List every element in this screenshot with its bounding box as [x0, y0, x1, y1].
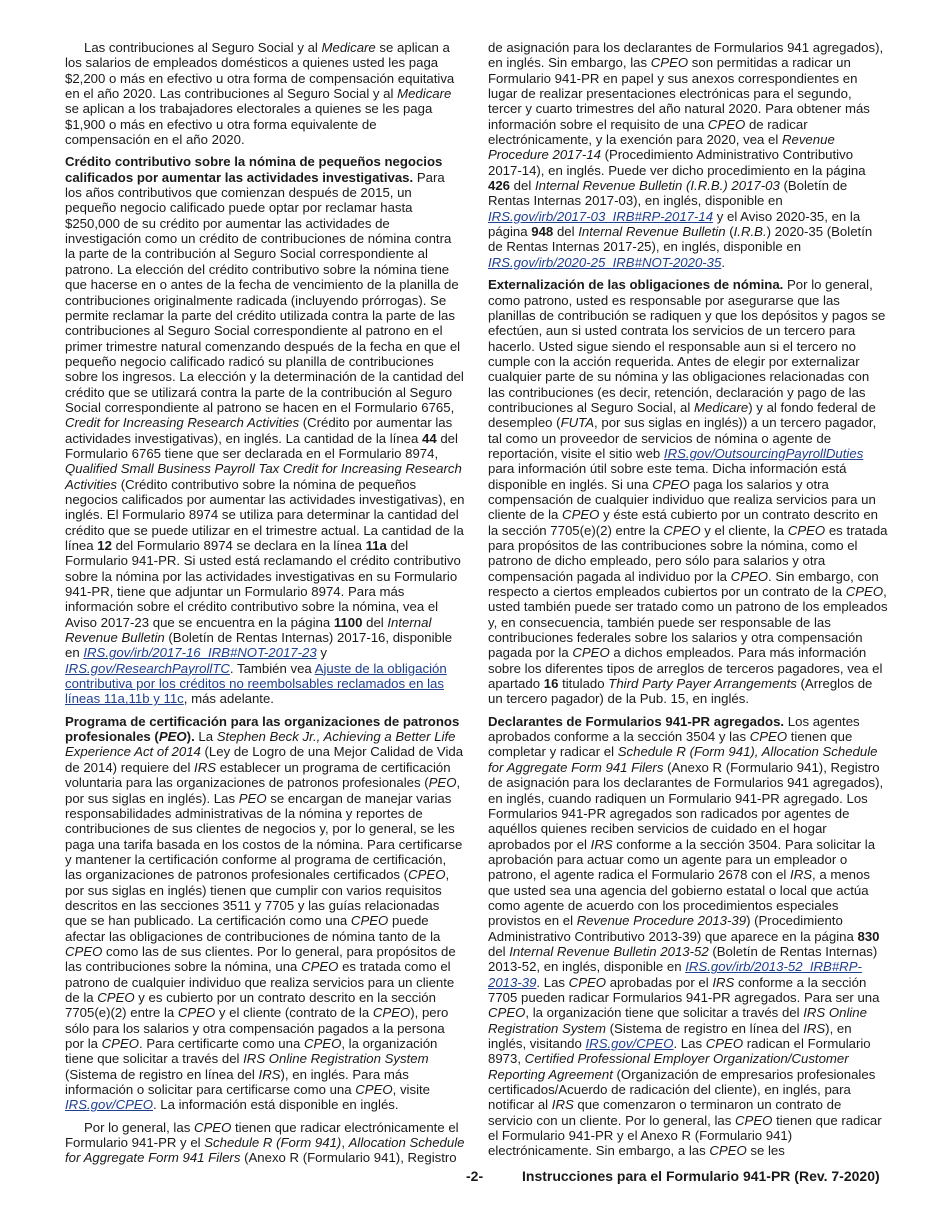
italic-text: Third Party Payer Arrangements [608, 676, 797, 692]
text-run: ), en inglés, visitando [488, 1020, 852, 1051]
page-number: -2- [466, 1168, 484, 1184]
text-run: de radicar electrónicamente, y la exención para 2020, vea el [488, 116, 808, 148]
bold-text: 11a [365, 538, 387, 553]
paragraph [488, 714, 888, 1159]
text-run: que comenzaron o terminaron un contrato de servicio con un cliente. Por lo general, las [488, 1097, 842, 1128]
italic-text: CPEO [303, 1036, 342, 1051]
text-run: , a menos que usted sea una agencia del gobierno estatal o local que actúa como agente de acuerdo con los procedimientos especiales provistos en el [488, 867, 870, 929]
bold-text: 12 [97, 538, 112, 553]
italic-text: CPEO [652, 476, 690, 492]
paragraph [65, 154, 465, 706]
bold-text: 426 [488, 178, 511, 194]
text-run: es tratada como el patrono de cualquier individuo que realiza servicios para un cliente de la [65, 959, 455, 1005]
text-run: se encargan de manejar varias responsabilidades administrativas de la nómina y reportes de contribuciones de sus clientes de negocios y, por lo general, se les paga una tarifa basada en los costos de la nómina. Para certificarse y mantener la certificación conforme al programa de certificación, las organizaciones de patronos profesionales certificados ( [65, 790, 463, 883]
bold-text: Externalización de las obligaciones de nómina. [488, 277, 784, 293]
text-run: ) 2020-35 (Boletín de Rentas Internas 2017-25), en inglés, disponible en [488, 224, 873, 255]
italic-text: IRS [712, 974, 735, 990]
text-run: tienen que radicar electrónicamente el Formulario 941-PR y el [65, 1119, 459, 1151]
italic-text: IRS [258, 1066, 281, 1082]
italic-text: IRS Online Registration System [488, 1005, 867, 1036]
text-run: a dichos empleados. Para más información sobre los diferentes tipos de arreglos de terceros pagadores, vea el apartado [488, 645, 883, 692]
text-run: como las de sus clientes. Por lo general, para propósitos de las contribuciones sobre la nómina, una [65, 943, 456, 975]
text-run: establecer un programa de certificación voluntaria para las organizaciones de patronos profesionales ( [65, 759, 451, 791]
text-run: del [488, 943, 510, 959]
text-run: se les [746, 1143, 785, 1159]
footer-form-title: Instrucciones para el Formulario 941-PR (Rev. 7-2020) [522, 1168, 880, 1184]
italic-text: Schedule R (Form 941), Allocation Schedule for Aggregate Form 941 Filers [488, 744, 878, 775]
text-run: , usted también puede ser tratado como un patrono de los empleados y, en consecuencia, también puede ser responsable de las contribuciones federales sobre los salarios y otra compensación pagada por la [488, 584, 888, 661]
text-run: del Formulario 941-PR. Si usted está reclamando el crédito contributivo sobre la nómina por las actividades investigativas en su Formulario 941-PR, tiene que adjuntar un Formulario 8974. Para más información sobre el crédito contributivo sobre la nómina, vea el Aviso 2017-23 que se encuentra en la página [65, 538, 461, 630]
left-column [65, 40, 465, 1166]
text-run: (Boletín de Rentas Internas 2017-03), en inglés, disponible en [488, 178, 848, 209]
text-run: Por lo general, como patrono, usted es responsable por asegurarse que las planillas de contribución se radiquen y que los depósitos y pagos se efectúen, aun si usted contrata los servicios de un tercero para hacerlo. Usted sigue siendo el responsable aun si el tercero no cumple con la acción requerida. Antes de elegir por externalizar cualquier parte de su nómina y las obligaciones relacionadas con las contribuciones (es decir, retención, declaración y pago de las contribuciones al Seguro Social, al [488, 277, 886, 415]
italic-text: Qualified Small Business Payroll Tax Credit for Increasing Research Activities [65, 461, 462, 492]
text-run: , por sus siglas en inglés). Las [65, 775, 461, 806]
italic-text: CPEO [355, 1082, 393, 1098]
italic-text: CPEO [301, 959, 339, 975]
text-run: , más adelante. [183, 691, 274, 707]
bold-text: Declarantes de Formularios 941-PR agregados. [488, 713, 785, 729]
text-run: . [721, 254, 726, 270]
text-run: (Boletín de Rentas Internas) 2013-52, en inglés, disponible en [488, 943, 878, 975]
text-run: es tratada para propósitos de las contribuciones sobre la nómina, como el patrono de dicho empleado, pero sólo para salarios y otra compensación pagada al individuo por la [488, 522, 888, 584]
hyperlink[interactable]: IRS.gov/irb/2017-03_IRB#RP-2017-14 [488, 208, 714, 224]
text-run: y es cubierto por un contrato descrito en la sección 7705(e)(2) entre la [65, 989, 436, 1021]
italic-text: CPEO [101, 1036, 140, 1051]
text-run: y el cliente, la [700, 522, 788, 538]
paragraph [488, 40, 888, 270]
text-run: ( [725, 224, 734, 240]
italic-text: CPEO [663, 522, 701, 538]
right-column [488, 40, 888, 1159]
italic-text: IRS [590, 836, 613, 852]
italic-text: Internal Revenue Bulletin (I.R.B.) 2017-03 [534, 178, 780, 194]
hyperlink[interactable]: IRS.gov/irb/2013-52_IRB#RP-2013-39 [488, 959, 862, 990]
italic-text: IRS [194, 759, 217, 775]
italic-text: CPEO [488, 1005, 526, 1021]
text-run: , la organización tiene que solicitar a través del [65, 1036, 438, 1067]
italic-text: CPEO [65, 943, 103, 959]
text-run: titulado [558, 676, 609, 692]
text-run: paga los salarios y otra compensación de cualquier individuo que realiza servicios para un cliente de la [488, 476, 876, 523]
italic-text: CPEO [568, 974, 607, 990]
paragraph [65, 1120, 465, 1166]
italic-text: Medicare [397, 86, 452, 102]
text-run: se aplican a los salarios de empleados domésticos a quienes usted les paga $2,200 o más en efectivo u otra forma de compensación equitativa en el año 2020. Las contribuciones al Seguro Social y al [65, 40, 455, 102]
paragraph [65, 714, 465, 1113]
text-run: (Organización de empresarios profesionales certificados/Acuerdo de radicación del cliente), en inglés, para notificar al [488, 1066, 876, 1113]
text-run: tienen que radicar el Formulario 941-PR y el Anexo R (Formulario 941) electrónicamente. Sin embargo, a las [488, 1112, 882, 1159]
italic-text: IRS [551, 1097, 574, 1113]
italic-text: Certified Professional Employer Organization/Customer Reporting Agreement [488, 1051, 849, 1082]
text-run: . Sin embargo, con respecto a ciertos empleados cubiertos por un contrato de la [488, 568, 879, 600]
text-run: para información útil sobre este tema. Dicha información está disponible en inglés. Si una [488, 461, 847, 492]
text-run: conforme a la sección 7705 pueden radicar Formularios 941-PR agregados. Para ser una [488, 974, 880, 1005]
text-run: (Sistema de registro en línea del [65, 1066, 259, 1082]
italic-text: Allocation Schedule for Aggregate Form 941 Filers [65, 1135, 465, 1166]
text-run: , visite [392, 1082, 430, 1098]
text-run: (Anexo R (Formulario 941), Registro [240, 1150, 457, 1166]
italic-text: PEO [428, 775, 457, 791]
text-run: La [194, 729, 217, 745]
italic-text: Medicare [694, 399, 749, 415]
italic-text: Schedule R (Form 941) [204, 1135, 342, 1151]
italic-text: CPEO [707, 116, 746, 132]
italic-text: CPEO [749, 729, 788, 745]
text-run: . Las [536, 974, 569, 990]
bold-italic-text: PEO [158, 729, 187, 745]
text-run: del [510, 178, 535, 194]
hyperlink[interactable]: IRS.gov/CPEO [65, 1097, 153, 1113]
text-run: del Formulario 8974 se declara en la línea [111, 538, 366, 553]
italic-text: CPEO [650, 55, 689, 71]
italic-text: Credit for Increasing Research Activities [65, 415, 300, 431]
text-run: (Ley de Logro de una Mejor Calidad de Vida de 2014) requiere del [65, 744, 464, 775]
text-run: . Para certificarte como una [139, 1036, 304, 1051]
italic-text: Internal Revenue Bulletin [578, 224, 726, 240]
hyperlink[interactable]: Ajuste de la obligación contributiva por los créditos no reembolsables reclamados en las líneas 11a,11b y 11c [65, 660, 447, 707]
text-run: y el cliente (contrato de la [215, 1005, 373, 1021]
italic-text: IRS [790, 867, 813, 883]
bold-text: 948 [531, 224, 554, 240]
text-run: Por lo general, las [84, 1119, 194, 1135]
italic-text: PEO [238, 790, 267, 806]
text-run: (Anexo R (Formulario 941), Registro de asignación para los declarantes de Formularios 941 agregados), en inglés, cuando radiquen un Formulario 941-PR agregado. Los Formularios 941-PR agregados son radicados por agentes de aquéllos quienes reciben servicios de cuidado en el hogar aprobados por el [488, 759, 884, 852]
italic-text: CPEO [735, 1112, 773, 1128]
text-run: ), pero sólo para los salarios y otra compensación pagados a la persona por la [65, 1005, 449, 1051]
italic-text: IRS [803, 1020, 826, 1036]
text-run: son permitidas a radicar un Formulario 941-PR en papel y sus anexos correspondientes en lugar de realizar presentaciones electrónicas para el segundo, tercer y cuarto trimestres del año natural 2020. Para obtener más información sobre el requisito de una [488, 55, 870, 132]
text-run: Las contribuciones al Seguro Social y al [84, 40, 322, 55]
text-run: (Arreglos de un tercero pagador) de la Pub. 15, en inglés. [488, 676, 873, 707]
italic-text: Stephen Beck Jr., Achieving a Better Life Experience Act of 2014 [65, 729, 456, 760]
text-run: puede afectar las obligaciones de contribuciones de nómina tanto de la [65, 913, 441, 944]
text-run: de asignación para los declarantes de Formularios 941 agregados), en inglés. Sin embargo, las [488, 40, 884, 71]
italic-text: Revenue Procedure 2017-14 [488, 132, 835, 163]
paragraph [488, 277, 888, 707]
text-run: se aplican a los trabajadores electorales a quienes se les paga $1,900 o más en efectivo u otra forma equivalente de compensación en el año 2020. [65, 101, 433, 148]
hyperlink[interactable]: IRS.gov/ResearchPayrollTC [65, 660, 230, 676]
text-run: ) (Procedimiento Administrativo Contributivo 2013-39) que aparece en la página [488, 913, 858, 944]
italic-text: Revenue Procedure 2013-39 [576, 913, 747, 929]
text-run: Para los años contributivos que comienzan después de 2015, un pequeño negocio calificado puede optar por reclamar hasta $250,000 de su crédito por aumentar las actividades de investigación como un crédito de contribuciones de nómina contra la parte de la contribución al Seguro Social correspondiente al patrono. La elección del crédito contributivo sobre la nómina tiene que hacerse en o antes de la fecha de vencimiento de la planilla de contribuciones originalmente radicada (incluyendo prórrogas). Se permite reclamar la parte del crédito utilizada contra la parte de las contribuciones al Seguro Social correspondiente al patrono en el primer trimestre natural comenzando después de la fecha en que el pequeño negocio calificado radicó su planilla de contribuciones sobre los ingresos. La elección y la determinación de la cantidad del crédito que se utilizará contra la parte de la contribución al Seguro Social correspondiente al patrono se hacen en el Formulario 6765, [65, 169, 464, 415]
text-run: conforme a la sección 3504. Para solicitar la aprobación para actuar como un agente para un empleador o patrono, el agente radica el Formulario 2678 con el [488, 836, 876, 883]
text-run: (Sistema de registro en línea del [606, 1020, 804, 1036]
italic-text: Medicare [321, 40, 376, 55]
text-run: aprobadas por el [606, 974, 713, 990]
text-run: . La información está disponible en inglés. [152, 1097, 399, 1113]
italic-text: CPEO [177, 1005, 216, 1021]
italic-text: I.R.B. [733, 224, 767, 240]
text-run: (Procedimiento Administrativo Contributivo 2017-14), en inglés. Puede ver dicho procedimiento en la página [488, 147, 866, 178]
text-run: . También vea [229, 660, 315, 676]
hyperlink[interactable]: IRS.gov/CPEO [585, 1036, 674, 1051]
bold-text: Programa de certificación para las organizaciones de patronos profesionales ( [65, 713, 460, 745]
paragraph [65, 40, 465, 147]
bold-text: 44 [422, 430, 437, 446]
italic-text: CPEO [787, 522, 826, 538]
text-run: y éste está cubierto por un contrato descrito en la sección 7705(e)(2) entre la [488, 507, 878, 538]
text-run: y [316, 645, 327, 661]
bold-text: ). [186, 729, 195, 745]
text-run: del [553, 224, 579, 240]
text-run: , la organización tiene que solicitar a través del [525, 1005, 804, 1021]
italic-text: CPEO [705, 1036, 744, 1051]
italic-text: FUTA [560, 415, 595, 431]
text-run: , [341, 1135, 349, 1151]
text-run: Los agentes aprobados conforme a la sección 3504 y las [488, 713, 860, 745]
text-run: tienen que completar y radicar el [488, 729, 853, 760]
page-footer [0, 1168, 950, 1188]
text-run: (Crédito por aumentar las actividades investigativas), en inglés. La cantidad de la línea [65, 415, 453, 446]
text-run: (Crédito contributivo sobre la nómina de pequeños negocios calificados por aumentar las actividades investigativas), en inglés. El Formulario 8974 se utiliza para determinar la cantidad del crédito que se puede utilizar en el trimestre actual. La cantidad de la línea [65, 476, 465, 553]
text-run: (Boletín de Rentas Internas) 2017-16, disponible en [65, 630, 453, 661]
italic-text: Internal Revenue Bulletin 2013-52 [509, 943, 709, 959]
text-run: ) y al fondo federal de desempleo ( [488, 399, 876, 431]
text-run: y el Aviso 2020-35, en la página [488, 208, 861, 240]
italic-text: CPEO [572, 645, 610, 661]
hyperlink[interactable]: IRS.gov/irb/2017-16_IRB#NOT-2017-23 [83, 645, 317, 661]
text-run: radican el Formulario 8973, [488, 1036, 871, 1067]
italic-text: CPEO [562, 507, 600, 523]
italic-text: CPEO [730, 568, 769, 584]
italic-text: CPEO [350, 913, 389, 929]
text-run: , por sus siglas en inglés)) a un tercero pagador, tal como un proveedor de servicios de nómina o agente de reportación, visite el sitio web [488, 415, 877, 461]
bold-text: 1100 [333, 614, 363, 630]
hyperlink[interactable]: IRS.gov/OutsourcingPayrollDuties [663, 445, 864, 461]
text-run: ), en inglés. Para más información o solicitar para certificarse como una [65, 1066, 409, 1098]
bold-text: 830 [857, 928, 880, 944]
text-run: . Las [673, 1036, 706, 1051]
text-run: del Formulario 6765 tiene que ser declarada en el Formulario 8974, [65, 430, 458, 461]
text-run: , por sus siglas en inglés) tienen que cumplir con varios requisitos descritos en las secciones 3511 y 7705 y las guías relacionadas que se han publicado. La certificación como una [65, 867, 450, 929]
hyperlink[interactable]: IRS.gov/irb/2020-25_IRB#NOT-2020-35 [488, 254, 722, 270]
italic-text: CPEO [193, 1119, 232, 1135]
italic-text: CPEO [408, 867, 446, 883]
bold-text: 16 [543, 676, 559, 692]
italic-text: Internal Revenue Bulletin [65, 614, 432, 646]
italic-text: CPEO [97, 989, 135, 1005]
italic-text: CPEO [709, 1143, 747, 1159]
italic-text: CPEO [845, 584, 884, 600]
bold-text: Crédito contributivo sobre la nómina de pequeños negocios calificados por aumentar las actividades investigativas. [65, 154, 443, 185]
italic-text: CPEO [372, 1005, 411, 1021]
text-run: del [362, 614, 388, 630]
italic-text: IRS Online Registration System [243, 1051, 429, 1067]
